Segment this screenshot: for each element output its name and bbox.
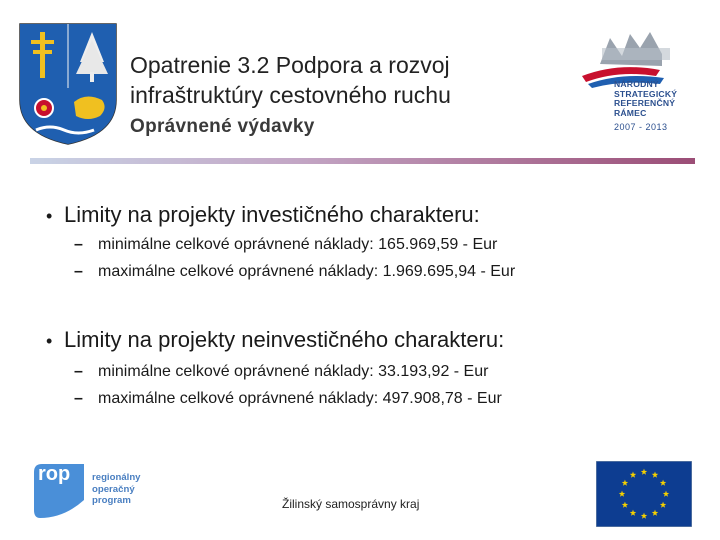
rop-mark: rop — [38, 463, 71, 485]
rop-word: program — [92, 495, 131, 507]
coat-of-arms-icon — [14, 18, 122, 146]
nsrr-line: REFERENČNÝ — [614, 98, 676, 109]
bullet-dot: • — [46, 206, 53, 226]
header-divider — [30, 158, 695, 164]
eu-flag-icon — [596, 461, 692, 527]
sub-bullet — [74, 390, 502, 408]
dash-icon: – — [74, 236, 83, 253]
bullet-non-investment-limits — [46, 327, 504, 353]
nsrr-line: NÁRODNÝ — [614, 79, 659, 89]
bullet-investment-limits — [46, 202, 480, 228]
rop-word: operačný — [92, 483, 135, 495]
sub-bullet — [74, 236, 497, 254]
page-title-line2: infraštruktúry cestovného ruchu — [130, 82, 451, 108]
nsrr-years: 2007 - 2013 — [614, 122, 668, 132]
bullet-text: Limity na projekty investičného charakteru: — [64, 202, 480, 227]
sub-bullet-text: minimálne celkové oprávnené náklady: 165.969,59 - Eur — [98, 236, 498, 253]
nsrr-logo-text — [614, 80, 694, 118]
nsrr-line: STRATEGICKÝ — [614, 88, 678, 99]
sub-bullet — [74, 263, 515, 281]
dash-icon: – — [74, 390, 83, 407]
footer-region-name: Žilinský samosprávny kraj — [282, 497, 420, 511]
sub-bullet — [74, 363, 488, 381]
page-subtitle: Oprávnené výdavky — [130, 116, 315, 137]
nsrr-line: RÁMEC — [614, 107, 647, 118]
sub-bullet-text: maximálne celkové oprávnené náklady: 497.908,78 - Eur — [98, 390, 502, 407]
dash-icon: – — [74, 263, 83, 280]
page-title-line1: Opatrenie 3.2 Podpora a rozvoj — [130, 52, 450, 78]
dash-icon: – — [74, 363, 83, 380]
sub-bullet-text: maximálne celkové oprávnené náklady: 1.969.695,94 - Eur — [98, 263, 516, 280]
rop-logo-words — [92, 472, 141, 507]
sub-bullet-text: minimálne celkové oprávnené náklady: 33.193,92 - Eur — [98, 363, 489, 380]
bullet-text: Limity na projekty neinvestičného charakteru: — [64, 327, 505, 352]
rop-word: regionálny — [92, 472, 141, 483]
bullet-dot: • — [46, 331, 53, 351]
